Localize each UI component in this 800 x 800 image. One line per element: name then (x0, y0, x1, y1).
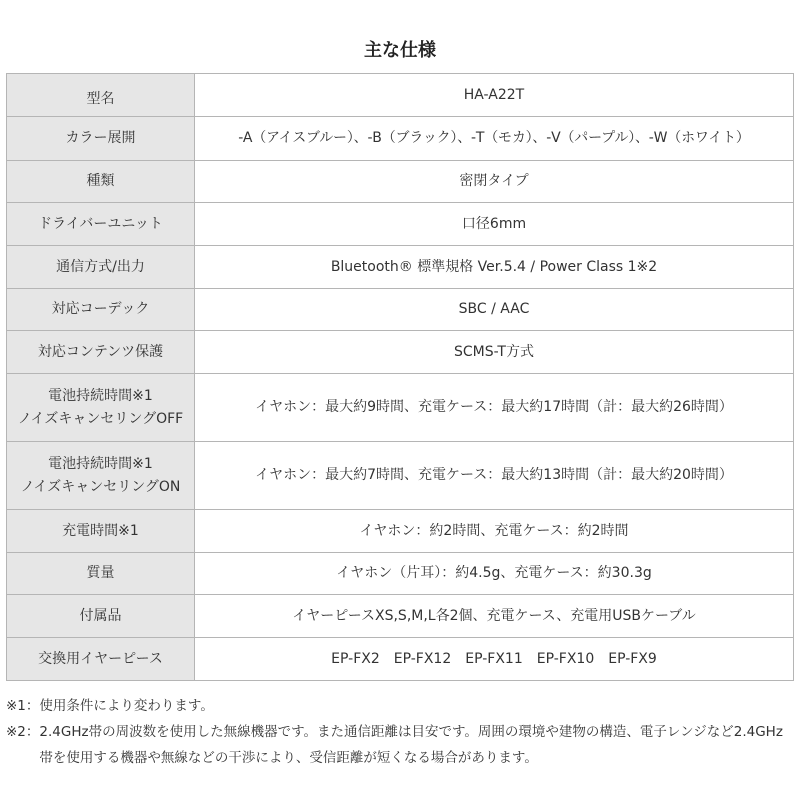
footnote-mark: ※1： (6, 698, 40, 714)
spec-label-replacement-eartips: 交換用イヤーピース (7, 638, 195, 681)
table-row (7, 442, 794, 510)
spec-label-line: 電池持続時間※1 (48, 455, 153, 472)
spec-label-driver: ドライバーユニット (7, 203, 195, 246)
table-row (7, 74, 794, 117)
spec-label-accessories: 付属品 (7, 595, 195, 638)
spec-value-colors: -A（アイスブルー）、-B（ブラック）、-T（モカ）、-V（パープル）、-W（ホワイト） (195, 117, 794, 161)
spec-label-communication: 通信方式/出力 (7, 246, 195, 289)
spec-label-weight: 質量 (7, 553, 195, 595)
table-row (7, 289, 794, 331)
table-row (7, 595, 794, 638)
footnote-mark: ※2： (6, 724, 40, 740)
spec-value-battery-nc-off: イヤホン：最大約9時間、充電ケース：最大約17時間（計：最大約26時間） (195, 374, 794, 442)
spec-value-content-protection: SCMS-T方式 (195, 331, 794, 374)
table-row (7, 374, 794, 442)
table-row (7, 161, 794, 203)
footnote-1 (6, 693, 796, 719)
spec-label-type: 種類 (7, 161, 195, 203)
table-row (7, 331, 794, 374)
spec-label-colors: カラー展開 (7, 117, 195, 161)
spec-label-codec: 対応コーデック (7, 289, 195, 331)
spec-value-charge-time: イヤホン：約2時間、充電ケース：約2時間 (195, 510, 794, 553)
footnote-2 (6, 719, 796, 771)
spec-label-line: ノイズキャンセリングOFF (17, 410, 184, 427)
spec-label-battery-nc-off (7, 374, 195, 442)
spec-label-charge-time: 充電時間※1 (7, 510, 195, 553)
spec-value-weight: イヤホン（片耳）：約4.5g、充電ケース：約30.3g (195, 553, 794, 595)
table-row (7, 638, 794, 681)
spec-value-communication: Bluetooth® 標準規格 Ver.5.4 / Power Class 1※2 (195, 246, 794, 289)
spec-value-codec: SBC / AAC (195, 289, 794, 331)
spec-value-type: 密閉タイプ (195, 161, 794, 203)
footnotes (6, 693, 796, 771)
footnote-text: 使用条件により変わります。 (39, 698, 214, 714)
spec-value-model: HA-A22T (195, 74, 794, 117)
spec-value-replacement-eartips: EP-FX2 EP-FX12 EP-FX11 EP-FX10 EP-FX9 (195, 638, 794, 681)
table-row (7, 553, 794, 595)
spec-label-battery-nc-on (7, 442, 195, 510)
page-title: 主な仕様 (364, 40, 436, 61)
spec-value-battery-nc-on: イヤホン：最大約7時間、充電ケース：最大約13時間（計：最大約20時間） (195, 442, 794, 510)
table-row (7, 117, 794, 161)
spec-label-content-protection: 対応コンテンツ保護 (7, 331, 195, 374)
table-row (7, 203, 794, 246)
table-row (7, 510, 794, 553)
spec-table (6, 73, 794, 681)
footnote-text: 2.4GHz帯の周波数を使用した無線機器です。また通信距離は目安です。周囲の環境や建物の構造、電子レンジなど2.4GHz帯を使用する機器や無線などの干渉により、受信距離が短くなる場合があります。 (39, 724, 783, 766)
spec-label-line: 電池持続時間※1 (48, 387, 153, 404)
spec-value-accessories: イヤーピースXS,S,M,L各2個、充電ケース、充電用USBケーブル (195, 595, 794, 638)
spec-label-line: ノイズキャンセリングON (20, 478, 181, 495)
table-row (7, 246, 794, 289)
spec-value-driver: 口径6mm (195, 203, 794, 246)
spec-label-model: 型名 (7, 74, 195, 117)
